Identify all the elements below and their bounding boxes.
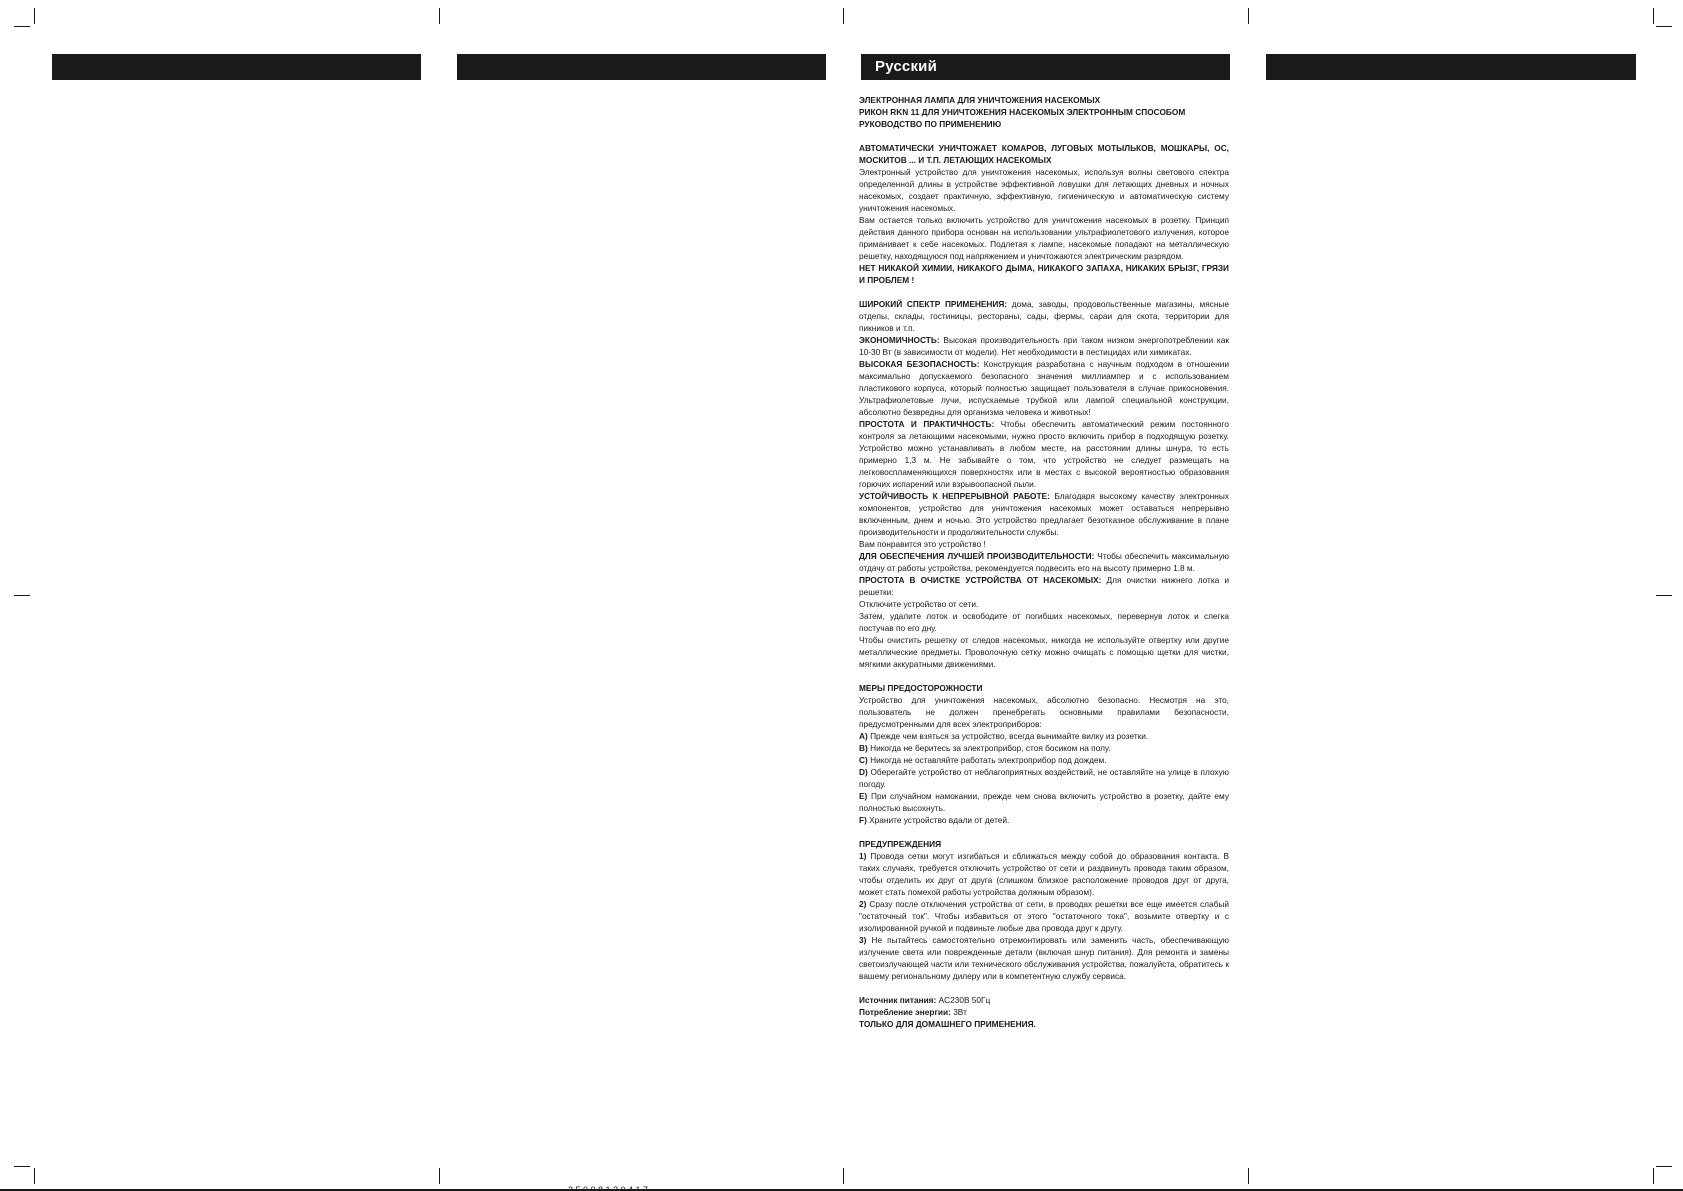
warning-label: 1) [859,851,867,861]
power-consumption-value: 3Вт [950,1007,967,1017]
precautions-intro: Устройство для уничтожения насекомых, абсолютно безопасно. Несмотря на это, пользователь не должен пренебрегать основными правилами безопасности, предусмотренными для всех электроприборов: [859,695,1229,729]
auto-heading: АВТОМАТИЧЕСКИ УНИЧТОЖАЕТ КОМАРОВ, ЛУГОВЫХ МОТЫЛЬКОВ, МОШКАРЫ, ОС, МОСКИТОВ ... И Т.П. ЛЕТАЮЩИХ НАСЕКОМЫХ [859,143,1229,165]
precaution-item [859,766,1229,790]
performance-label: ДЛЯ ОБЕСПЕЧЕНИЯ ЛУЧШЕЙ ПРОИЗВОДИТЕЛЬНОСТИ: [859,551,1095,561]
power-source-label: Источник питания: [859,995,937,1005]
warning-text: Сразу после отключения устройства от сети, в проводах решетки все еще имеется слабый "остаточный ток". Чтобы избавиться от этого "остаточного тока", возьмите отвертку и с изолированной ручкой и подвиньте любые два провода друг к другу. [859,899,1229,933]
precaution-item [859,742,1229,754]
precaution-item [859,814,1229,826]
economy-text: Высокая производительность при таком низком энергопотреблении как 10-30 Вт (в зависимости от модели). Нет необходимости в пестицидах или химикатах. [859,335,1229,357]
warnings-heading: ПРЕДУПРЕЖДЕНИЯ [859,839,942,849]
auto-paragraph-2: Вам остается только включить устройство для уничтожения насекомых в розетку. Принцип действия данного прибора основан на использовании ультрафиолетового излучения, которое приманивает к себе насекомых. Подлетая к лампе, насекомые попадают на металлическую решетку, находящуюся под напряжением и уничтожаются электрическим разрядом. [859,215,1229,261]
fold-mark [14,595,30,596]
product-title: ЭЛЕКТРОННАЯ ЛАМПА ДЛЯ УНИЧТОЖЕНИЯ НАСЕКОМЫХ [859,95,1101,105]
precaution-item [859,754,1229,766]
warning-label: 2) [859,899,867,909]
precaution-text: Оберегайте устройство от неблагоприятных воздействий, не оставляйте на улице в плохую погоду. [859,767,1229,789]
performance-text: Чтобы обеспечить максимальную отдачу от работы устройства, рекомендуется подвесить его на высоту примерно 1.8 м. [859,551,1229,573]
home-use-only: ТОЛЬКО ДЛЯ ДОМАШНЕГО ПРИМЕНЕНИЯ. [859,1019,1036,1029]
column-header-1 [52,54,421,80]
crop-mark [1656,1166,1672,1167]
warning-label: 3) [859,935,867,945]
column-header-russian [861,54,1230,80]
crop-mark [1653,8,1654,24]
precaution-text: Прежде чем взяться за устройство, всегда вынимайте вилку из розетки. [867,731,1149,741]
wide-range-text: дома, заводы, продовольственные магазины, мясные отделы, склады, гостиницы, рестораны, сады, фермы, сараи для скота, территории для пикников и т.п. [859,299,1229,333]
simplicity-text: Чтобы обеспечить автоматический режим постоянного контроля за летающими насекомыми, нужно просто включить прибор в подходящую розетку. Устройство можно устанавливать в любом месте, на расстоянии длины шнура, то есть примерно 1,3 м. Не забывайте о том, что устройство не следует размещать на легковоспламеняющихся поверхностях или в местах с высокой вероятностью образования горючих испарений или взрывоопасной пыли. [859,419,1230,489]
precaution-text: При случайном намокании, прежде чем снова включить устройство в розетку, дайте ему полностью высохнуть. [859,791,1229,813]
fold-mark [439,8,440,24]
cleaning-label: ПРОСТОТА В ОЧИСТКЕ УСТРОЙСТВА ОТ НАСЕКОМЫХ: [859,575,1102,585]
precaution-label: A) [859,731,868,741]
cleaning-text: Для очистки нижнего лотка и решетки: [859,575,1229,597]
column-header-2 [457,54,826,80]
crop-mark [14,26,30,27]
crop-mark [34,1168,35,1184]
russian-manual-text [859,94,1229,1030]
precaution-label: C) [859,755,868,765]
fold-mark [843,8,844,24]
wide-range-label: ШИРОКИЙ СПЕКТР ПРИМЕНЕНИЯ: [859,299,1008,309]
simplicity-label: ПРОСТОТА И ПРАКТИЧНОСТЬ: [859,419,995,429]
economy-paragraph [859,334,1229,358]
warning-item [859,934,1229,982]
crop-mark [1656,26,1672,27]
simplicity-paragraph [859,418,1229,490]
economy-label: ЭКОНОМИЧНОСТЬ: [859,335,940,345]
safety-label: ВЫСОКАЯ БЕЗОПАСНОСТЬ: [859,359,980,369]
crop-mark [14,1166,30,1167]
precaution-text: Храните устройство вдали от детей. [866,815,1010,825]
language-title: Русский [875,58,938,75]
fold-mark [1248,1168,1249,1184]
stability-label: УСТОЙЧИВОСТЬ К НЕПРЕРЫВНОЙ РАБОТЕ: [859,491,1050,501]
crop-mark [34,8,35,24]
cleaning-step-3: Чтобы очистить решетку от следов насекомых, никогда не используйте отвертку или другие металлические предметы. Проволочную сетку можно очищать с помощью щетки для чистки, мягкими аккуратными движениями. [859,635,1229,669]
manual-title: РУКОВОДСТВО ПО ПРИМЕНЕНИЮ [859,119,1002,129]
fold-mark [439,1168,440,1184]
cleaning-paragraph [859,574,1229,598]
performance-paragraph [859,550,1229,574]
precaution-label: D) [859,767,868,777]
safety-text: Конструкция разработана с научным подходом в отношении максимально допускаемого безопасного значения миллиампер и с использованием пластикового корпуса, который полностью защищает пользователя в случае прикосновения. Ультрафиолетовые лучи, испускаемые трубкой или лампой специальной конструкции, абсолютно безвредны для организма человека и животных! [859,359,1229,417]
wide-range-paragraph [859,298,1229,334]
precaution-text: Никогда не оставляйте работать электроприбор под дождем. [867,755,1107,765]
no-chemicals-line: НЕТ НИКАКОЙ ХИМИИ, НИКАКОГО ДЫМА, НИКАКОГО ЗАПАХА, НИКАКИХ БРЫЗГ, ГРЯЗИ И ПРОБЛЕМ ! [859,263,1229,285]
stability-text: Благодаря высокому качеству электронных компонентов, устройство для уничтожения насекомых может оставаться непрерывно включенным, днем и ночью. Это устройство предлагает безотказное обслуживание в плане производительности и продолжительности службы. [859,491,1229,537]
stability-paragraph [859,490,1229,538]
precaution-item [859,730,1229,742]
power-source-line [859,994,1229,1006]
power-source-value: AC230B 50Гц [936,995,991,1005]
column-header-4 [1266,54,1636,80]
precaution-label: B) [859,743,868,753]
cleaning-step-1: Отключите устройство от сети. [859,599,979,609]
fold-mark [1656,595,1672,596]
fold-mark [843,1168,844,1184]
precaution-text: Никогда не беритесь за электроприбор, стоя босиком на полу. [867,743,1111,753]
product-subtitle: РИКОН RKN 11 ДЛЯ УНИЧТОЖЕНИЯ НАСЕКОМЫХ ЭЛЕКТРОННЫМ СПОСОБОМ [859,107,1186,117]
auto-paragraph-1: Электронный устройство для уничтожения насекомых, используя волны светового спектра определенной длины в устройстве эффективной ловушки для летающих дневных и ночных насекомых, создает практичную, эффективную, гигиеническую и автоматическую систему уничтожения насекомых. [859,167,1229,213]
power-consumption-label: Потребление энергии: [859,1007,951,1017]
precaution-label: F) [859,815,867,825]
crop-mark [1653,1168,1654,1184]
like-line: Вам понравится это устройство ! [859,539,986,549]
precautions-heading: МЕРЫ ПРЕДОСТОРОЖНОСТИ [859,683,983,693]
fold-mark [1248,8,1249,24]
precaution-item [859,790,1229,814]
warning-text: Не пытайтесь самостоятельно отремонтировать или заменить часть, обеспечивающую излучение света или поврежденные детали (включая шнур питания). Для ремонта и замены светоизлучающей части или технического обслуживания устройства, пожалуйста, обратитесь к вашему региональному дилеру или в компетентную службу сервиса. [859,935,1229,981]
warning-item [859,898,1229,934]
precaution-label: E) [859,791,868,801]
safety-paragraph [859,358,1229,418]
warning-text: Провода сетки могут изгибаться и сближаться между собой до образования контакта. В таких случаях, требуется отключить устройство от сети и раздвинуть провода таким образом, чтобы отделить их друг от друга (слишком близкое расположение проводов друг от друга, может стать помехой работы устройства должным образом). [859,851,1229,897]
cleaning-step-2: Затем, удалите лоток и освободите от погибших насекомых, перевернув лоток и слегка постучав по его дну. [859,611,1229,633]
warning-item [859,850,1229,898]
power-consumption-line [859,1006,1229,1018]
